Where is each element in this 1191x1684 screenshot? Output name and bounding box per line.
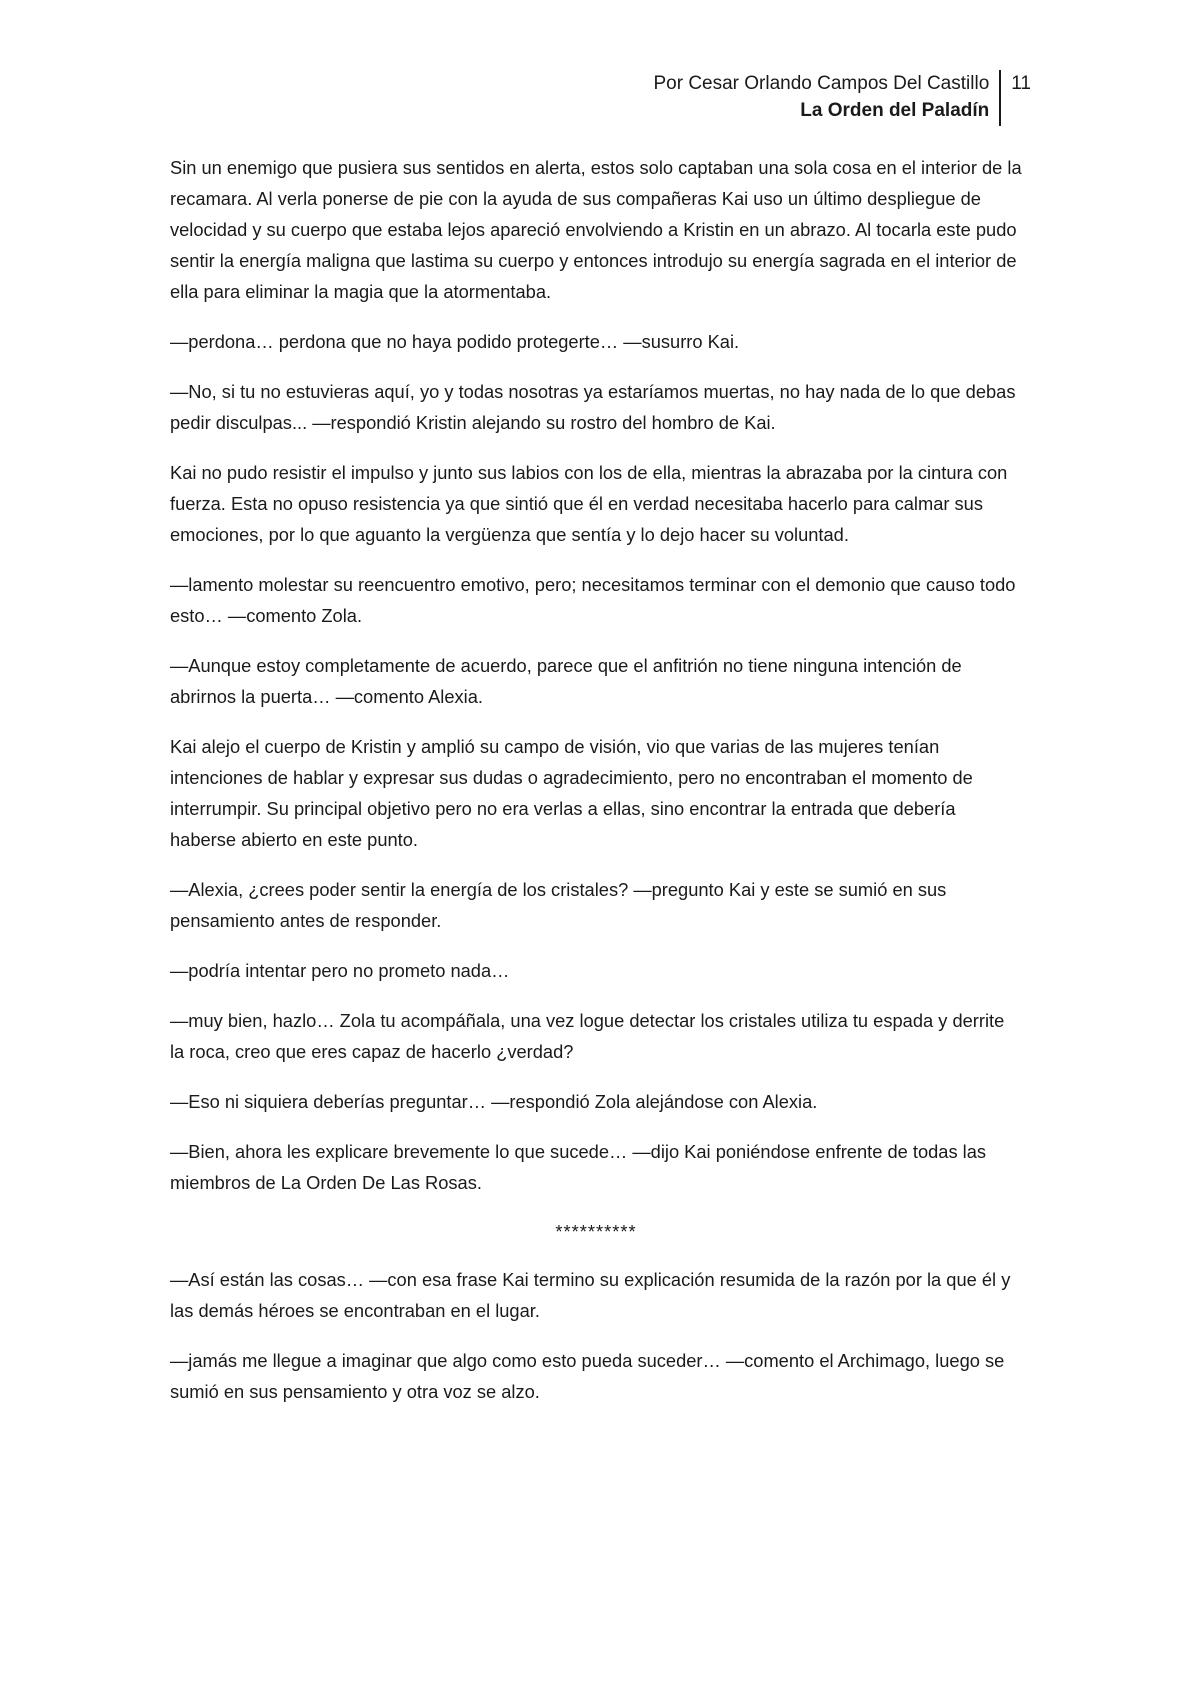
paragraph: —perdona… perdona que no haya podido protegerte… —susurro Kai.: [170, 331, 740, 352]
paragraph: Sin un enemigo que pusiera sus sentidos en alerta, estos solo captaban una sola cosa en el interior de la recamara. Al verla ponerse de pie con la ayuda de sus compañeras Kai uso un último despliegue de velocidad y su cuerpo que estaba lejos apareció envolviendo a Kristin en un abrazo. Al tocarla este pudo sentir la energía maligna que lastima su cuerpo y entonces introdujo su energía sagrada en el interior de ella para eliminar la magia que la atormentaba.: [170, 157, 1022, 302]
paragraph: —Alexia, ¿crees poder sentir la energía de los cristales? —pregunto Kai y este se sumió en sus pensamiento antes de responder.: [170, 879, 947, 931]
body-text: [170, 152, 1022, 1426]
paragraph: Kai no pudo resistir el impulso y junto sus labios con los de ella, mientras la abrazaba por la cintura con fuerza. Esta no opuso resistencia ya que sintió que él en verdad necesitaba hacerlo para calmar sus emociones, por lo que aguanto la vergüenza que sentía y lo dejo hacer su voluntad.: [170, 462, 1008, 545]
paragraph: —jamás me llegue a imaginar que algo como esto pueda suceder… —comento el Archimago, luego se sumió en sus pensamiento y otra voz se alzo.: [170, 1350, 1005, 1402]
paragraph: —lamento molestar su reencuentro emotivo, pero; necesitamos terminar con el demonio que causo todo esto… —comento Zola.: [170, 574, 1016, 626]
header-book-title: La Orden del Paladín: [800, 100, 990, 121]
paragraph: —Bien, ahora les explicare brevemente lo que sucede… —dijo Kai poniéndose enfrente de todas las miembros de La Orden De Las Rosas.: [170, 1141, 987, 1193]
paragraph: —Aunque estoy completamente de acuerdo, parece que el anfitrión no tiene ninguna intención de abrirnos la puerta… —comento Alexia.: [170, 655, 962, 707]
page-header: [653, 70, 1031, 126]
paragraph: —podría intentar pero no prometo nada…: [170, 960, 510, 981]
paragraph: —No, si tu no estuvieras aquí, yo y todas nosotras ya estaríamos muertas, no hay nada de lo que debas pedir disculpas... —respondió Kristin alejando su rostro del hombro de Kai.: [170, 381, 1016, 433]
scene-separator: **********: [555, 1221, 637, 1242]
header-text-block: [653, 70, 999, 124]
paragraph: Kai alejo el cuerpo de Kristin y amplió su campo de visión, vio que varias de las mujeres tenían intenciones de hablar y expresar sus dudas o agradecimiento, pero no encontraban el momento de interrumpir. Su principal objetivo pero no era verlas a ellas, sino encontrar la entrada que debería haberse abierto en este punto.: [170, 736, 973, 850]
paragraph: —Eso ni siquiera deberías preguntar… —respondió Zola alejándose con Alexia.: [170, 1091, 818, 1112]
paragraph: —muy bien, hazlo… Zola tu acompáñala, una vez logue detectar los cristales utiliza tu espada y derrite la roca, creo que eres capaz de hacerlo ¿verdad?: [170, 1010, 1005, 1062]
header-author: Por Cesar Orlando Campos Del Castillo: [653, 73, 990, 94]
paragraph: —Así están las cosas… —con esa frase Kai termino su explicación resumida de la razón por la que él y las demás héroes se encontraban en el lugar.: [170, 1269, 1011, 1321]
page-number: 11: [1011, 73, 1031, 94]
